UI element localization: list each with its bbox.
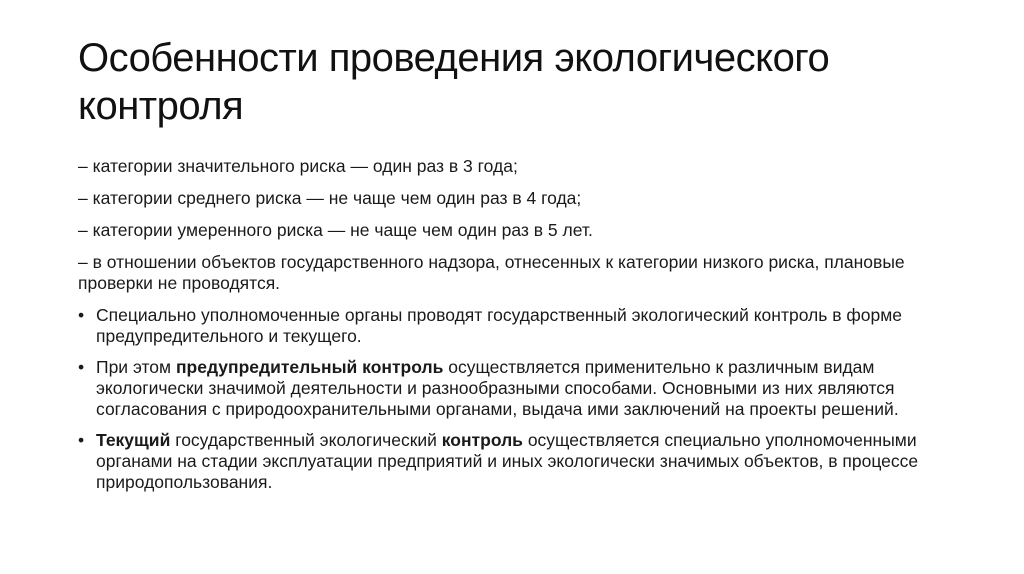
dash-item-medium-risk: – категории среднего риска — не чаще чем один раз в 4 года; — [78, 188, 582, 208]
bullet-text-mid: государственный экологический — [170, 430, 442, 450]
bullet-text-post: осуществляется применительно к различным видам экологически значимой деятельности и разнообразными способами. Основными из них являются согласования с природоохранительными органами, выдача ими заключений на проекты решений. — [96, 357, 899, 419]
slide-content — [78, 156, 948, 503]
bullet-item-current-control — [78, 430, 948, 493]
bullet-item-authorized-bodies — [78, 305, 948, 347]
bullet-text-bold: предупредительный контроль — [175, 357, 444, 377]
bullet-text-bold-2: контроль — [441, 430, 523, 450]
dash-item-significant-risk: – категории значительного риска — один раз в 3 года; — [78, 156, 518, 176]
slide-title: Особенности проведения экологического контроля — [78, 36, 830, 128]
dash-item-moderate-risk: – категории умеренного риска — не чаще чем один раз в 5 лет. — [78, 220, 593, 240]
bullet-marker: • — [78, 430, 85, 450]
bullet-text-bold-1: Текущий — [96, 430, 171, 450]
bullet-item-preventive-control — [78, 357, 948, 420]
bullet-marker: • — [78, 357, 85, 377]
bullet-text: Специально уполномоченные органы проводят государственный экологический контроль в форме предупредительного и текущего. — [96, 305, 903, 346]
dash-item-low-risk: – в отношении объектов государственного надзора, отнесенных к категории низкого риска, плановые проверки не проводятся. — [78, 252, 905, 293]
bullet-marker: • — [78, 305, 85, 325]
bullet-text-pre: При этом — [96, 357, 176, 377]
bullet-text-post: осуществляется специально уполномоченными органами на стадии эксплуатации предприятий и иных экологически значимых объектов, в процессе природопользования. — [96, 430, 919, 492]
